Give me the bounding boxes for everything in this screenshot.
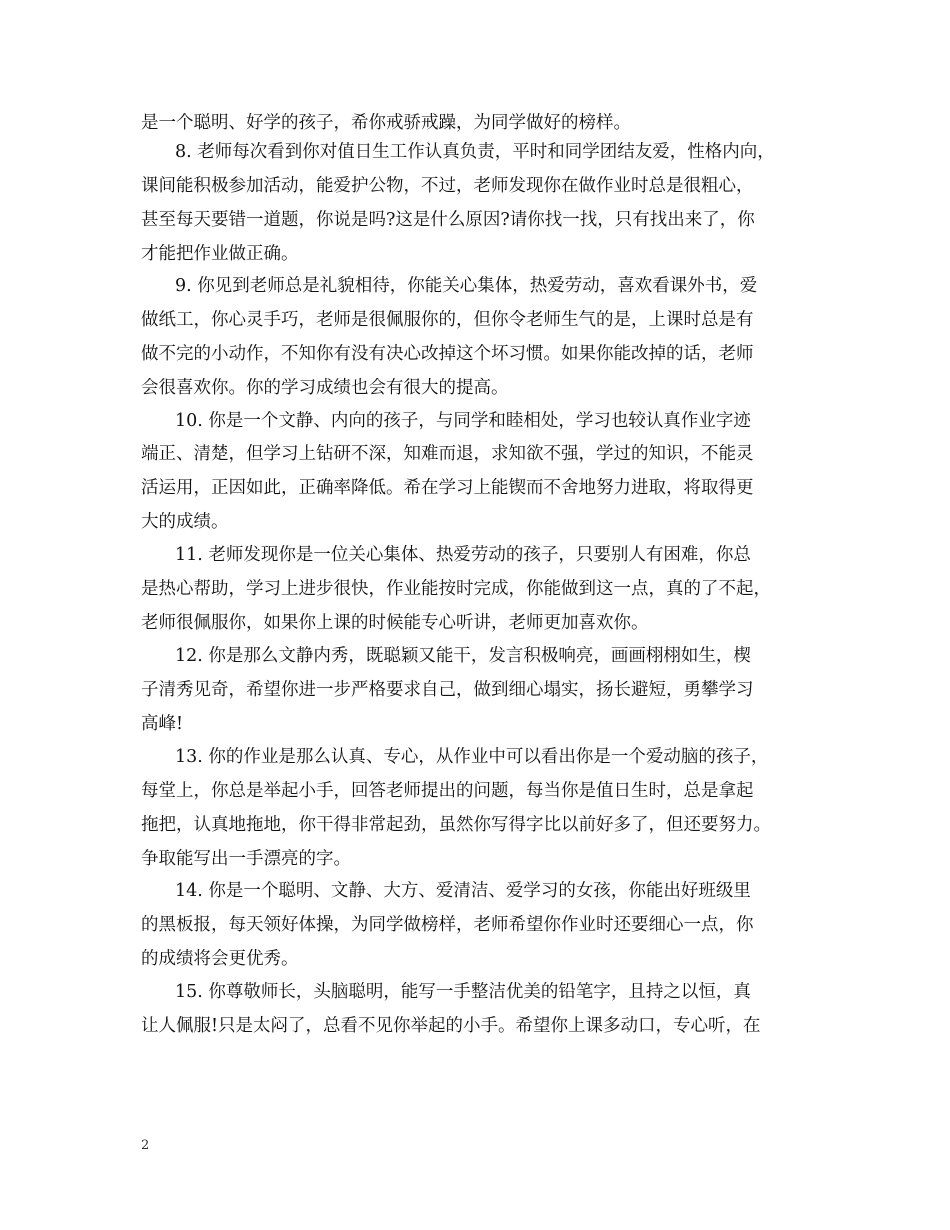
- text-line: 让人佩服!只是太闷了，总看不见你举起的小手。希望你上课多动口，专心听，在: [141, 1016, 761, 1036]
- text-line: 的成绩将会更优秀。: [141, 949, 299, 969]
- text-line: 大的成绩。: [141, 512, 229, 532]
- text-line: 争取能写出一手漂亮的字。: [141, 849, 351, 869]
- text-line: 的黑板报，每天领好体操，为同学做榜样，老师希望你作业时还要细心一点，你: [141, 915, 754, 935]
- text-line: 子清秀见奇，希望你进一步严格要求自己，做到细心塌实，扬长避短，勇攀学习: [141, 680, 754, 700]
- text-line: 会很喜欢你。你的学习成绩也会有很大的提高。: [141, 378, 509, 398]
- text-line: 高峰!: [141, 714, 184, 734]
- text-line: 做不完的小动作，不知你有没有决心改掉这个坏习惯。如果你能改掉的话，老师: [141, 344, 754, 364]
- text-line: 每堂上，你总是举起小手，回答老师提出的问题，每当你是值日生时，总是拿起: [141, 781, 754, 801]
- text-line: 15. 你尊敬师长，头脑聪明，能写一手整洁优美的铅笔字，且持之以恒，真: [175, 982, 751, 1002]
- text-line: 11. 老师发现你是一位关心集体、热爱劳动的孩子，只要别人有困难，你总: [175, 545, 751, 565]
- text-line: 老师很佩服你，如果你上课的时候能专心听讲，老师更加喜欢你。: [141, 613, 649, 633]
- text-line: 做纸工，你心灵手巧，老师是很佩服你的，但你令老师生气的是，上课时总是有: [141, 310, 754, 330]
- text-line: 活运用，正因如此，正确率降低。希在学习上能锲而不舍地努力进取，将取得更: [141, 478, 754, 498]
- text-line: 10. 你是一个文静、内向的孩子，与同学和睦相处，学习也较认真作业字迹: [175, 411, 751, 431]
- text-line: 是一个聪明、好学的孩子，希你戒骄戒躁，为同学做好的榜样。: [141, 113, 631, 133]
- text-line: 甚至每天要错一道题，你说是吗?这是什么原因?请你找一找，只有找出来了，你: [141, 210, 755, 230]
- text-line: 端正、清楚，但学习上钻研不深，知难而退，求知欲不强，学过的知识，不能灵: [141, 444, 754, 464]
- text-line: 拖把，认真地拖地，你干得非常起劲，虽然你写得字比以前好多了，但还要努力。: [141, 815, 771, 835]
- text-line: 12. 你是那么文静内秀，既聪颖又能干，发言积极响亮，画画栩栩如生，楔: [175, 646, 751, 666]
- text-line: 才能把作业做正确。: [141, 244, 299, 264]
- page-number: 2: [141, 1138, 150, 1153]
- text-line: 14. 你是一个聪明、文静、大方、爱清洁、爱学习的女孩，你能出好班级里: [175, 881, 751, 901]
- text-line: 9. 你见到老师总是礼貌相待，你能关心集体，热爱劳动，喜欢看课外书，爱: [175, 276, 758, 296]
- text-line: 是热心帮助，学习上进步很快，作业能按时完成，你能做到这一点，真的了不起，: [141, 579, 771, 599]
- text-line: 课间能积极参加活动，能爱护公物，不过，老师发现你在做作业时总是很粗心，: [141, 176, 754, 196]
- text-line: 13. 你的作业是那么认真、专心，从作业中可以看出你是一个爱动脑的孩子，: [175, 747, 769, 767]
- text-line: 8. 老师每次看到你对值日生工作认真负责，平时和同学团结友爱，性格内向，: [175, 142, 775, 162]
